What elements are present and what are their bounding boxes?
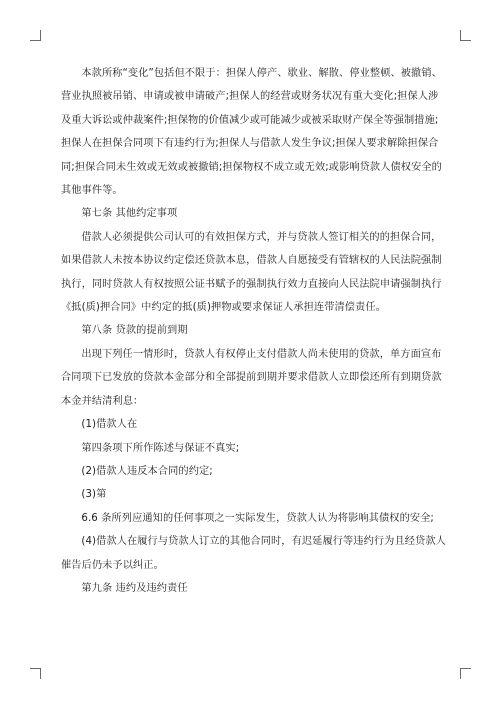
heading-text: 第八条 贷款的提前到期 xyxy=(81,325,188,337)
text-line: 担保人在担保合同项下有违约行为;担保人与借款人发生争议;担保人要求解除担保合 xyxy=(61,138,439,150)
text-line: 执行，同时贷款人有权按照公证书赋予的强制执行效力直接向人民法院申请强制执行 xyxy=(61,278,442,290)
crop-mark-bottom-right xyxy=(460,668,471,679)
crop-mark-top-right xyxy=(460,30,471,41)
list-item-3-continued xyxy=(61,507,441,530)
text-line: 第四条项下所作陈述与保证不真实; xyxy=(81,442,240,454)
text-line: (2)借款人违反本合同的约定; xyxy=(81,465,213,477)
text-line: 本款所称“变化”包括但不限于：担保人停产、歇业、解散、停业整顿、被撤销、 xyxy=(81,68,442,79)
document-body xyxy=(61,62,446,600)
list-item-4 xyxy=(61,530,446,577)
text-line: (1)借款人在 xyxy=(81,419,138,431)
text-line: 出现下列任一情形时，贷款人有权停止支付借款人尚未使用的贷款，单方面宣布 xyxy=(81,348,442,360)
text-line: 催告后仍未予以纠正。 xyxy=(61,559,164,571)
text-line: 及重大诉讼或仲裁案件;担保物的价值减少或可能减少或被采取财产保全等强制措施; xyxy=(61,114,439,126)
crop-mark-bottom-left xyxy=(30,668,41,679)
text-line: 如果借款人未按本协议约定偿还贷款本息，借款人自愿接受有管辖权的人民法院强制 xyxy=(61,255,442,267)
section-heading-article-8 xyxy=(61,319,441,342)
list-item-3 xyxy=(61,483,441,506)
text-line: 《抵(质)押合同》中约定的抵(质)押物或要求保证人承担连带清偿责任。 xyxy=(61,302,386,314)
heading-text: 第七条 其他约定事项 xyxy=(81,208,178,220)
text-line: 本金并结清利息： xyxy=(61,395,144,407)
heading-text: 第九条 违约及违约责任 xyxy=(81,582,188,594)
list-item-1 xyxy=(61,413,441,436)
section-heading-article-9 xyxy=(61,577,441,600)
text-line: 合同项下已发放的贷款本金部分和全部提前到期并要求借款人立即偿还所有到期贷款 xyxy=(61,372,442,384)
text-line: 同;担保合同未生效或无效或被撤销;担保物权不成立或无效;或影响贷款人债权安全的 xyxy=(61,161,442,173)
text-line: 6.6 条所列应通知的任何事项之一实际发生，贷款人认为将影响其债权的安全; xyxy=(81,512,434,524)
text-line: (4)借款人在履行与贷款人订立的其他合同时，有迟延履行等违约行为且经贷款人 xyxy=(81,536,446,548)
list-item-1-continued xyxy=(61,437,441,460)
paragraph-guarantee xyxy=(61,226,441,320)
list-item-2 xyxy=(61,460,441,483)
crop-mark-top-left xyxy=(30,30,41,41)
text-line: 营业执照被吊销、申请或被申请破产;担保人的经营或财务状况有重大变化;担保人涉 xyxy=(61,91,439,103)
text-line: 其他事件等。 xyxy=(61,185,123,197)
paragraph-change-definition xyxy=(61,62,441,202)
text-line: (3)第 xyxy=(81,489,107,501)
text-line: 借款人必须提供公司认可的有效担保方式，并与贷款人签订相关的的担保合同， xyxy=(81,231,442,243)
paragraph-early-maturity xyxy=(61,343,441,413)
section-heading-article-7 xyxy=(61,202,441,225)
